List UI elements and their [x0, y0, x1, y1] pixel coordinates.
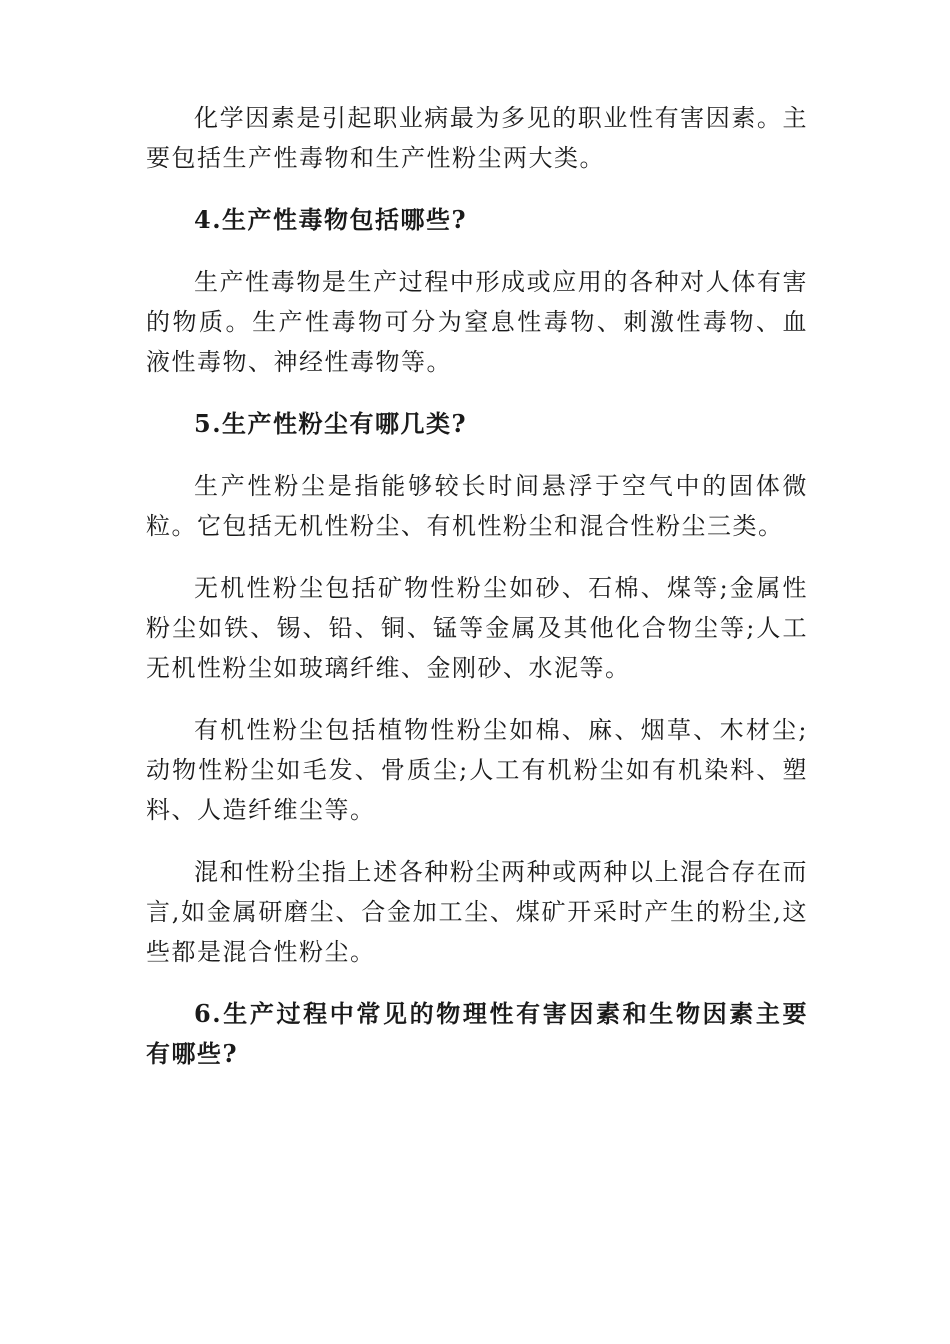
paragraph-organic-dust: 有机性粉尘包括植物性粉尘如棉、麻、烟草、木材尘;动物性粉尘如毛发、骨质尘;人工有机粉尘如有机染料、塑料、人造纤维尘等。 — [146, 716, 808, 824]
heading-q5-dust-types: 5.生产性粉尘有哪几类? — [194, 409, 468, 438]
paragraph-mixed-dust: 混和性粉尘指上述各种粉尘两种或两种以上混合存在而言,如金属研磨尘、合金加工尘、煤矿开采时产生的粉尘,这些都是混合性粉尘。 — [146, 858, 808, 966]
paragraph-chemical-factors: 化学因素是引起职业病最为多见的职业性有害因素。主要包括生产性毒物和生产性粉尘两大类。 — [146, 104, 808, 172]
heading-q4-toxic-substances: 4.生产性毒物包括哪些? — [194, 205, 468, 234]
paragraph-toxic-substances: 生产性毒物是生产过程中形成或应用的各种对人体有害的物质。生产性毒物可分为窒息性毒物、刺激性毒物、血液性毒物、神经性毒物等。 — [146, 268, 808, 376]
heading-q6-physical-biological-factors: 6.生产过程中常见的物理性有害因素和生物因素主要有哪些? — [146, 999, 808, 1068]
paragraph-dust-definition: 生产性粉尘是指能够较长时间悬浮于空气中的固体微粒。它包括无机性粉尘、有机性粉尘和混合性粉尘三类。 — [146, 472, 808, 540]
paragraph-inorganic-dust: 无机性粉尘包括矿物性粉尘如砂、石棉、煤等;金属性粉尘如铁、锡、铅、铜、锰等金属及其他化合物尘等;人工无机性粉尘如玻璃纤维、金刚砂、水泥等。 — [146, 574, 808, 682]
document-page — [146, 98, 808, 1096]
